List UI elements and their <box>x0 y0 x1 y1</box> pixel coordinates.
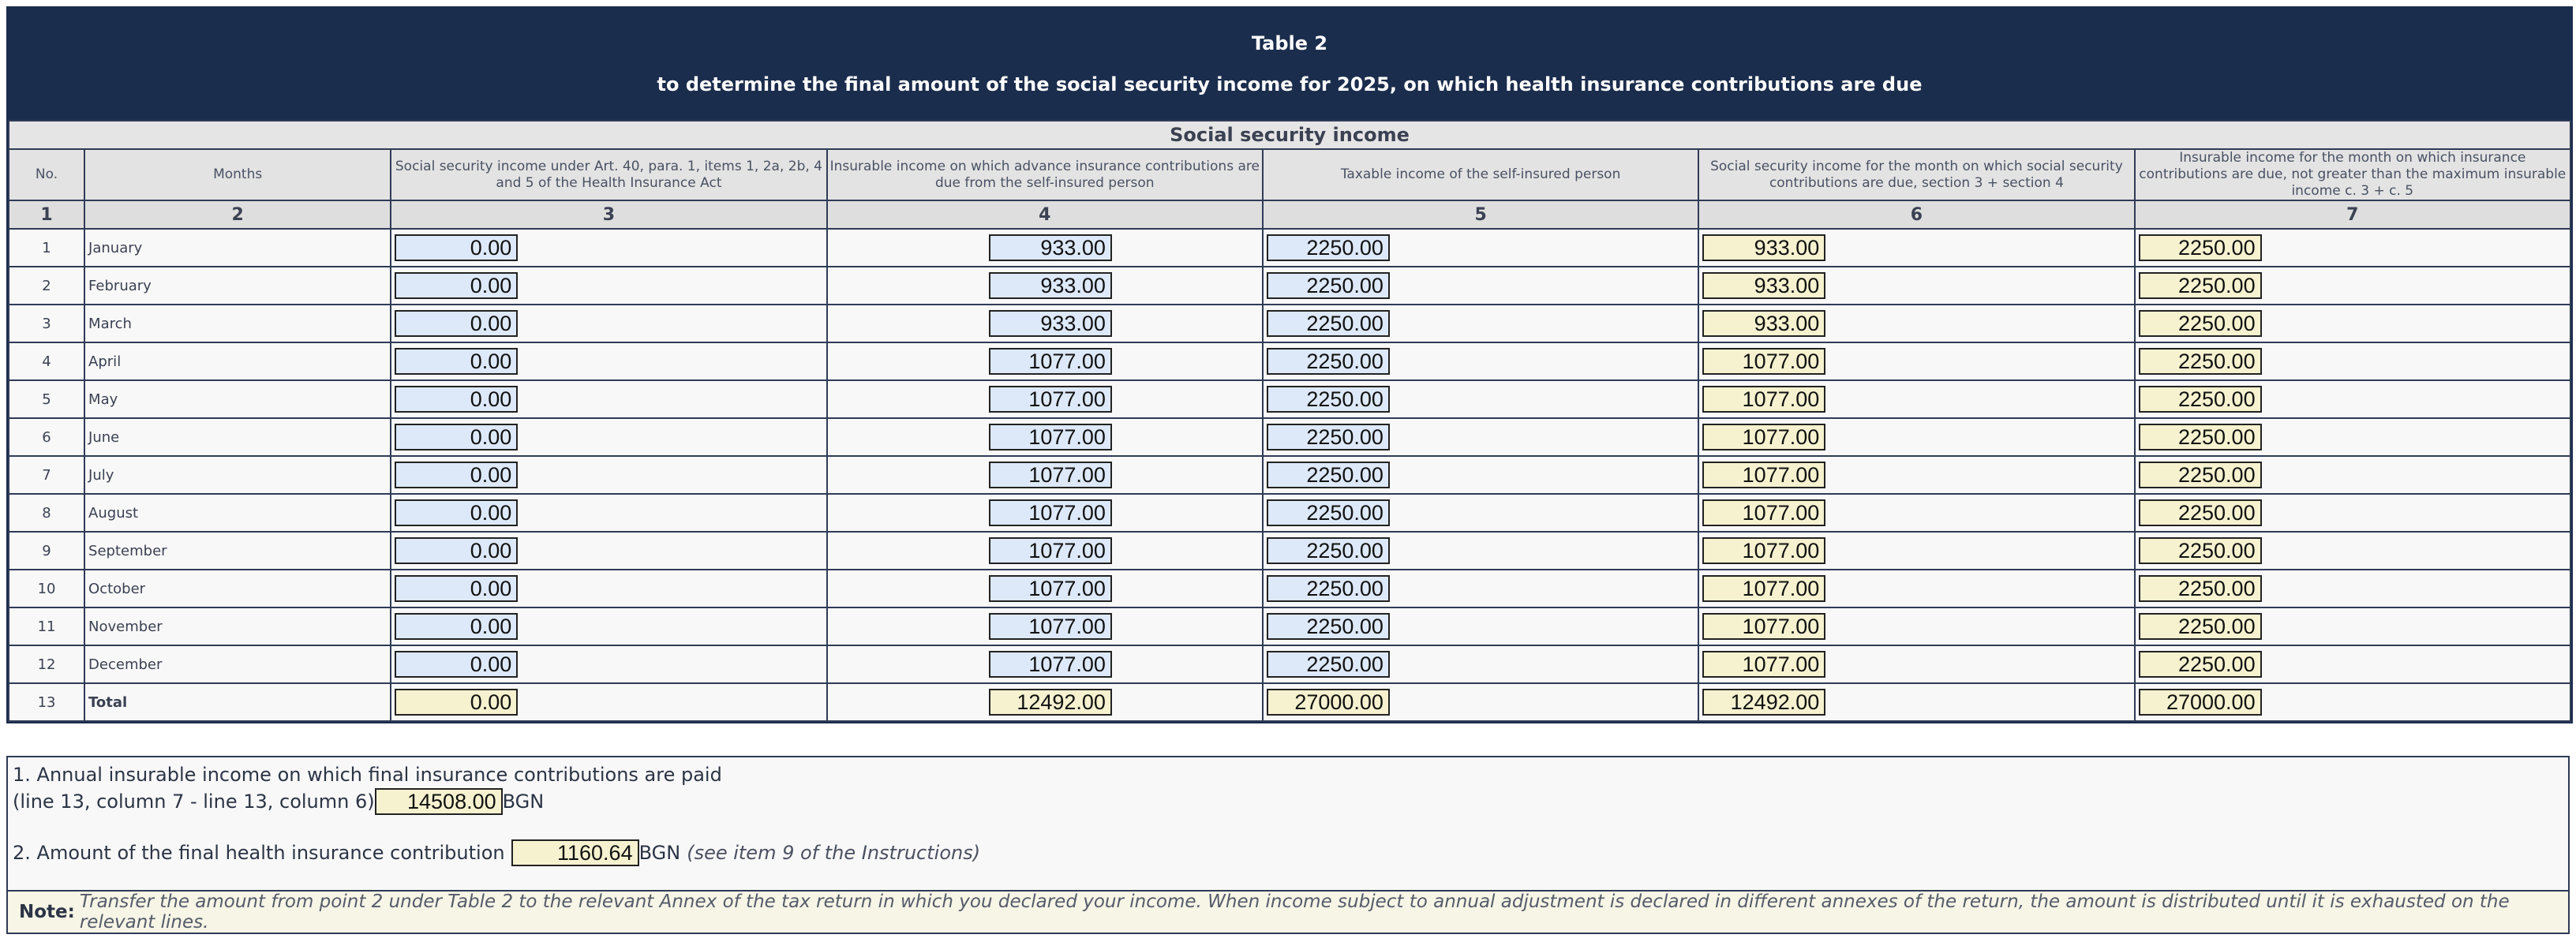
c5-field[interactable]: 2250.00 <box>1267 499 1390 526</box>
c5-field[interactable]: 2250.00 <box>1267 234 1390 261</box>
c6-field[interactable]: 933.00 <box>1702 272 1825 299</box>
annual-income-formula: (line 13, column 7 - line 13, column 6) <box>13 791 375 813</box>
column-number: 3 <box>391 200 826 229</box>
c6-field[interactable]: 1077.00 <box>1702 348 1825 375</box>
c4-field[interactable]: 1077.00 <box>989 537 1112 564</box>
c3-field[interactable]: 0.00 <box>395 499 518 526</box>
table-2-frame <box>6 6 2573 723</box>
table-row <box>9 267 2570 305</box>
c7-field[interactable]: 2250.00 <box>2139 272 2262 299</box>
c4-field[interactable]: 933.00 <box>989 272 1112 299</box>
c6-field[interactable]: 12492.00 <box>1702 689 1825 716</box>
c3-field[interactable]: 0.00 <box>395 651 518 678</box>
c4-field[interactable]: 1077.00 <box>989 575 1112 602</box>
table-row <box>9 645 2570 683</box>
month-name: Total <box>84 683 391 721</box>
table-row <box>9 532 2570 570</box>
table-title: Table 2 <box>1251 32 1328 54</box>
c7-field[interactable]: 2250.00 <box>2139 234 2262 261</box>
row-number: 3 <box>9 305 84 342</box>
table-row <box>9 342 2570 380</box>
group-header: Social security income <box>9 121 2570 149</box>
c7-field[interactable]: 2250.00 <box>2139 310 2262 337</box>
table-row <box>9 305 2570 342</box>
c7-field[interactable]: 27000.00 <box>2139 689 2262 716</box>
instructions-hint: (see item 9 of the Instructions) <box>687 842 981 864</box>
c6-field[interactable]: 1077.00 <box>1702 575 1825 602</box>
column-header-row <box>9 149 2570 200</box>
c3-field[interactable]: 0.00 <box>395 613 518 640</box>
c7-field[interactable]: 2250.00 <box>2139 424 2262 450</box>
c3-field[interactable]: 0.00 <box>395 689 518 716</box>
c7-field[interactable]: 2250.00 <box>2139 499 2262 526</box>
c5-field[interactable]: 2250.00 <box>1267 613 1390 640</box>
column-number: 5 <box>1263 200 1698 229</box>
c5-field[interactable]: 2250.00 <box>1267 348 1390 375</box>
c3-field[interactable]: 0.00 <box>395 272 518 299</box>
row-number: 4 <box>9 342 84 380</box>
column-header: Insurable income for the month on which insurance contributions are due, not greater than the maximum insurable income c. 3 + c. 5 <box>2135 149 2570 200</box>
final-contribution-field[interactable]: 1160.64 <box>511 839 639 866</box>
row-number: 13 <box>9 683 84 721</box>
row-number: 9 <box>9 532 84 570</box>
month-name: March <box>84 305 391 342</box>
c4-field[interactable]: 12492.00 <box>989 689 1112 716</box>
row-number: 8 <box>9 494 84 532</box>
c5-field[interactable]: 2250.00 <box>1267 575 1390 602</box>
column-header: Social security income for the month on which social security contributions are due, section 3 + section 4 <box>1698 149 2134 200</box>
c3-field[interactable]: 0.00 <box>395 537 518 564</box>
note-label: Note: <box>19 902 75 922</box>
column-number: 1 <box>9 200 84 229</box>
c6-field[interactable]: 1077.00 <box>1702 462 1825 488</box>
column-header: Social security income under Art. 40, para. 1, items 1, 2a, 2b, 4 and 5 of the Health Insurance Act <box>391 149 826 200</box>
currency-label: BGN <box>502 791 545 813</box>
month-name: June <box>84 418 391 456</box>
table-row <box>9 607 2570 645</box>
annual-income-field[interactable]: 14508.00 <box>375 788 503 815</box>
income-table <box>8 120 2571 722</box>
column-number-row <box>9 200 2570 229</box>
note-bar <box>8 890 2568 933</box>
row-number: 10 <box>9 570 84 607</box>
table-row <box>9 229 2570 267</box>
table-subtitle: to determine the final amount of the social security income for 2025, on which health insurance contributions are due <box>657 73 1923 95</box>
note-text: Transfer the amount from point 2 under Table 2 to the relevant Annex of the tax return in which you declared your income. When income subject to annual adjustment is declared in different annexes of the return, the amount is distributed until it is exhausted on the relevant lines. <box>79 892 2510 933</box>
c7-field[interactable]: 2250.00 <box>2139 537 2262 564</box>
c6-field[interactable]: 1077.00 <box>1702 651 1825 678</box>
c4-field[interactable]: 1077.00 <box>989 499 1112 526</box>
row-number: 7 <box>9 456 84 494</box>
c5-field[interactable]: 2250.00 <box>1267 310 1390 337</box>
row-number: 6 <box>9 418 84 456</box>
table-row <box>9 570 2570 607</box>
table-row <box>9 418 2570 456</box>
c4-field[interactable]: 1077.00 <box>989 424 1112 450</box>
row-number: 5 <box>9 380 84 418</box>
month-name: May <box>84 380 391 418</box>
final-contribution-item <box>13 839 980 866</box>
month-name: July <box>84 456 391 494</box>
currency-label: BGN <box>638 842 681 864</box>
column-number: 4 <box>827 200 1263 229</box>
c7-field[interactable]: 2250.00 <box>2139 651 2262 678</box>
table-row <box>9 494 2570 532</box>
total-row <box>9 683 2570 721</box>
c7-field[interactable]: 2250.00 <box>2139 613 2262 640</box>
final-contribution-label: 2. Amount of the final health insurance contribution <box>13 842 505 864</box>
c4-field[interactable]: 933.00 <box>989 234 1112 261</box>
c3-field[interactable]: 0.00 <box>395 424 518 450</box>
column-number: 2 <box>84 200 391 229</box>
c5-field[interactable]: 2250.00 <box>1267 424 1390 450</box>
c5-field[interactable]: 2250.00 <box>1267 651 1390 678</box>
annual-income-item <box>13 761 722 815</box>
c6-field[interactable]: 1077.00 <box>1702 386 1825 413</box>
c3-field[interactable]: 0.00 <box>395 310 518 337</box>
c4-field[interactable]: 1077.00 <box>989 651 1112 678</box>
c4-field[interactable]: 1077.00 <box>989 613 1112 640</box>
c3-field[interactable]: 0.00 <box>395 348 518 375</box>
summary-panel <box>6 756 2570 934</box>
c6-field[interactable]: 1077.00 <box>1702 499 1825 526</box>
month-name: October <box>84 570 391 607</box>
row-number: 12 <box>9 645 84 683</box>
c5-field[interactable]: 2250.00 <box>1267 386 1390 413</box>
c4-field[interactable]: 1077.00 <box>989 462 1112 488</box>
column-header: No. <box>9 149 84 200</box>
column-header: Insurable income on which advance insurance contributions are due from the self-insured person <box>827 149 1263 200</box>
c7-field[interactable]: 2250.00 <box>2139 575 2262 602</box>
row-number: 1 <box>9 229 84 267</box>
month-name: August <box>84 494 391 532</box>
c7-field[interactable]: 2250.00 <box>2139 462 2262 488</box>
c3-field[interactable]: 0.00 <box>395 462 518 488</box>
column-header: Taxable income of the self-insured person <box>1263 149 1698 200</box>
c6-field[interactable]: 933.00 <box>1702 234 1825 261</box>
column-number: 6 <box>1698 200 2134 229</box>
c5-field[interactable]: 2250.00 <box>1267 462 1390 488</box>
month-name: December <box>84 645 391 683</box>
month-name: January <box>84 229 391 267</box>
c4-field[interactable]: 1077.00 <box>989 386 1112 413</box>
c3-field[interactable]: 0.00 <box>395 575 518 602</box>
month-name: April <box>84 342 391 380</box>
column-number: 7 <box>2135 200 2570 229</box>
month-name: September <box>84 532 391 570</box>
c6-field[interactable]: 1077.00 <box>1702 613 1825 640</box>
c6-field[interactable]: 1077.00 <box>1702 424 1825 450</box>
c5-field[interactable]: 27000.00 <box>1267 689 1390 716</box>
c5-field[interactable]: 2250.00 <box>1267 537 1390 564</box>
table-row <box>9 380 2570 418</box>
c6-field[interactable]: 933.00 <box>1702 310 1825 337</box>
annual-income-label: 1. Annual insurable income on which final insurance contributions are paid <box>13 764 722 786</box>
column-header: Months <box>84 149 391 200</box>
month-name: November <box>84 607 391 645</box>
row-number: 2 <box>9 267 84 305</box>
c6-field[interactable]: 1077.00 <box>1702 537 1825 564</box>
c3-field[interactable]: 0.00 <box>395 386 518 413</box>
table-row <box>9 456 2570 494</box>
c4-field[interactable]: 1077.00 <box>989 348 1112 375</box>
c4-field[interactable]: 933.00 <box>989 310 1112 337</box>
table-title-bar <box>8 8 2571 120</box>
c7-field[interactable]: 2250.00 <box>2139 386 2262 413</box>
c3-field[interactable]: 0.00 <box>395 234 518 261</box>
month-name: February <box>84 267 391 305</box>
row-number: 11 <box>9 607 84 645</box>
c5-field[interactable]: 2250.00 <box>1267 272 1390 299</box>
c7-field[interactable]: 2250.00 <box>2139 348 2262 375</box>
